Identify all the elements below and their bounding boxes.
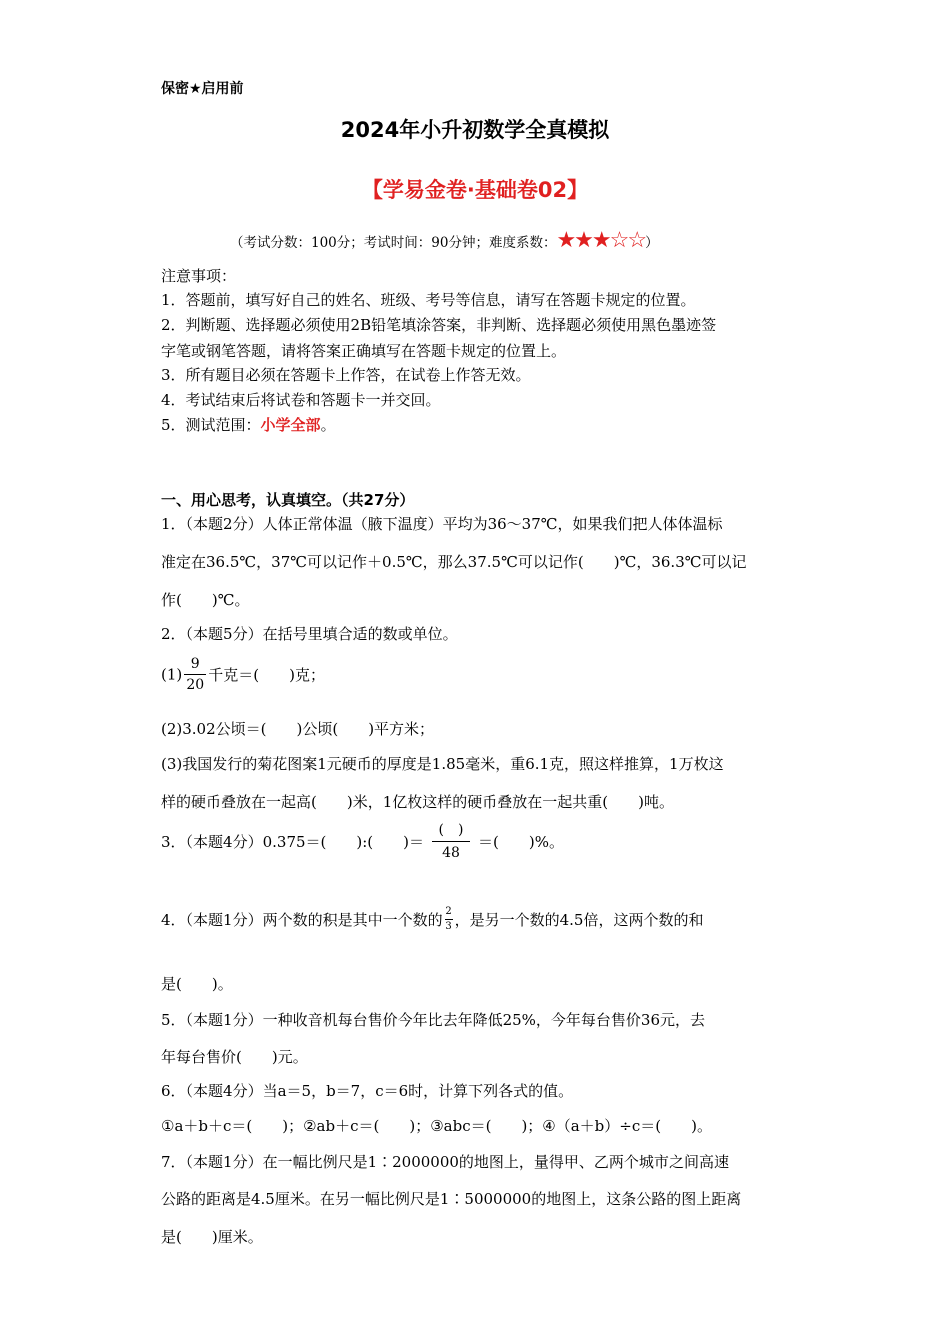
- question-3: [161, 823, 564, 860]
- question-7-line-2: 公路的距离是4.5厘米。在另一幅比例尺是1∶5000000的地图上，这条公路的图上距离: [161, 1190, 742, 1208]
- note-item-2: 2．判断题、选择题必须使用2B铅笔填涂答案，非判断、选择题必须使用黑色墨迹签: [161, 316, 717, 334]
- question-4-line-2: 是( )。: [161, 975, 233, 993]
- q3-fraction: [432, 823, 470, 860]
- note-item-5-suffix: 。: [320, 416, 336, 434]
- difficulty-empty-stars: ☆☆: [609, 228, 646, 253]
- note-item-3: 3．所有题目必须在答题卡上作答，在试卷上作答无效。: [161, 366, 531, 384]
- section-heading: 一、用心思考，认真填空。（共27分）: [161, 491, 415, 509]
- exam-title: 2024年小升初数学全真模拟: [340, 118, 610, 142]
- q3-suffix: ＝( )%。: [478, 833, 564, 851]
- question-5-line-2: 年每台售价( )元。: [161, 1048, 308, 1066]
- question-2-part-1: [161, 657, 325, 692]
- question-6-line-2: ①a＋b＋c＝( )；②ab＋c＝( )；③abc＝( )；④（a＋b）÷c＝( )。: [161, 1117, 712, 1135]
- note-item-5: [161, 414, 336, 435]
- q4-fraction-num: 2: [445, 906, 452, 917]
- q2-fraction-num: 9: [190, 656, 200, 672]
- question-1-line-3: 作( )℃。: [161, 591, 250, 609]
- notes-heading: 注意事项：: [161, 267, 237, 285]
- q3-prefix: 3．（本题4分）0.375＝( ):( )＝: [161, 833, 424, 851]
- note-item-2-cont: 字笔或钢笔答题，请将答案正确填写在答题卡规定的位置上。: [161, 342, 567, 360]
- question-2-stem: 2．（本题5分）在括号里填合适的数或单位。: [161, 625, 458, 643]
- q3-fraction-den: 48: [432, 841, 470, 860]
- q2-p1-suffix: 千克＝( )克；: [208, 666, 325, 684]
- q4-fraction: [445, 907, 453, 932]
- q4-fraction-den: 3: [445, 921, 452, 932]
- question-7-line-3: 是( )厘米。: [161, 1228, 263, 1246]
- exam-info: [230, 228, 659, 253]
- question-4-line-1: [161, 907, 703, 932]
- question-2-part-3-line-1: (3)我国发行的菊花图案1元硬币的厚度是1.85毫米，重6.1克，照这样推算，1万枚这: [161, 755, 724, 773]
- q2-fraction-den: 20: [184, 674, 206, 692]
- exam-subtitle: 【学易金卷·基础卷02】: [361, 178, 589, 202]
- confidential-label: 保密★启用前: [161, 81, 244, 97]
- note-item-5-prefix: 5．测试范围：: [161, 416, 261, 434]
- exam-info-text: （考试分数：100分；考试时间：90分钟；难度系数：: [230, 235, 557, 251]
- difficulty-filled-stars: ★★★: [556, 228, 610, 253]
- q2-fraction: [184, 657, 206, 692]
- question-6-line-1: 6．（本题4分）当a＝5，b＝7，c＝6时，计算下列各式的值。: [161, 1082, 574, 1100]
- q3-fraction-num: ( ): [438, 822, 464, 838]
- question-2-part-2: (2)3.02公顷＝( )公顷( )平方米；: [161, 720, 435, 738]
- q4-prefix: 4．（本题1分）两个数的积是其中一个数的: [161, 911, 443, 929]
- question-7-line-1: 7．（本题1分）在一幅比例尺是1∶2000000的地图上，量得甲、乙两个城市之间高速: [161, 1153, 729, 1171]
- question-5-line-1: 5．（本题1分）一种收音机每台售价今年比去年降低25%，今年每台售价36元，去: [161, 1011, 706, 1029]
- exam-info-close: ）: [645, 235, 659, 251]
- q4-suffix: ，是另一个数的4.5倍，这两个数的和: [454, 911, 704, 929]
- note-item-1: 1．答题前，填写好自己的姓名、班级、考号等信息，请写在答题卡规定的位置。: [161, 291, 696, 309]
- question-1-line-1: 1．（本题2分）人体正常体温（腋下温度）平均为36～37℃，如果我们把人体体温标: [161, 515, 723, 533]
- question-2-part-3-line-2: 样的硬币叠放在一起高( )米，1亿枚这样的硬币叠放在一起共重( )吨。: [161, 793, 674, 811]
- q2-p1-prefix: (1): [161, 665, 183, 684]
- question-1-line-2: 准定在36.5℃，37℃可以记作＋0.5℃，那么37.5℃可以记作( )℃，36.3℃可以记: [161, 553, 747, 571]
- note-item-4: 4．考试结束后将试卷和答题卡一并交回。: [161, 391, 441, 409]
- test-scope: 小学全部: [260, 416, 321, 434]
